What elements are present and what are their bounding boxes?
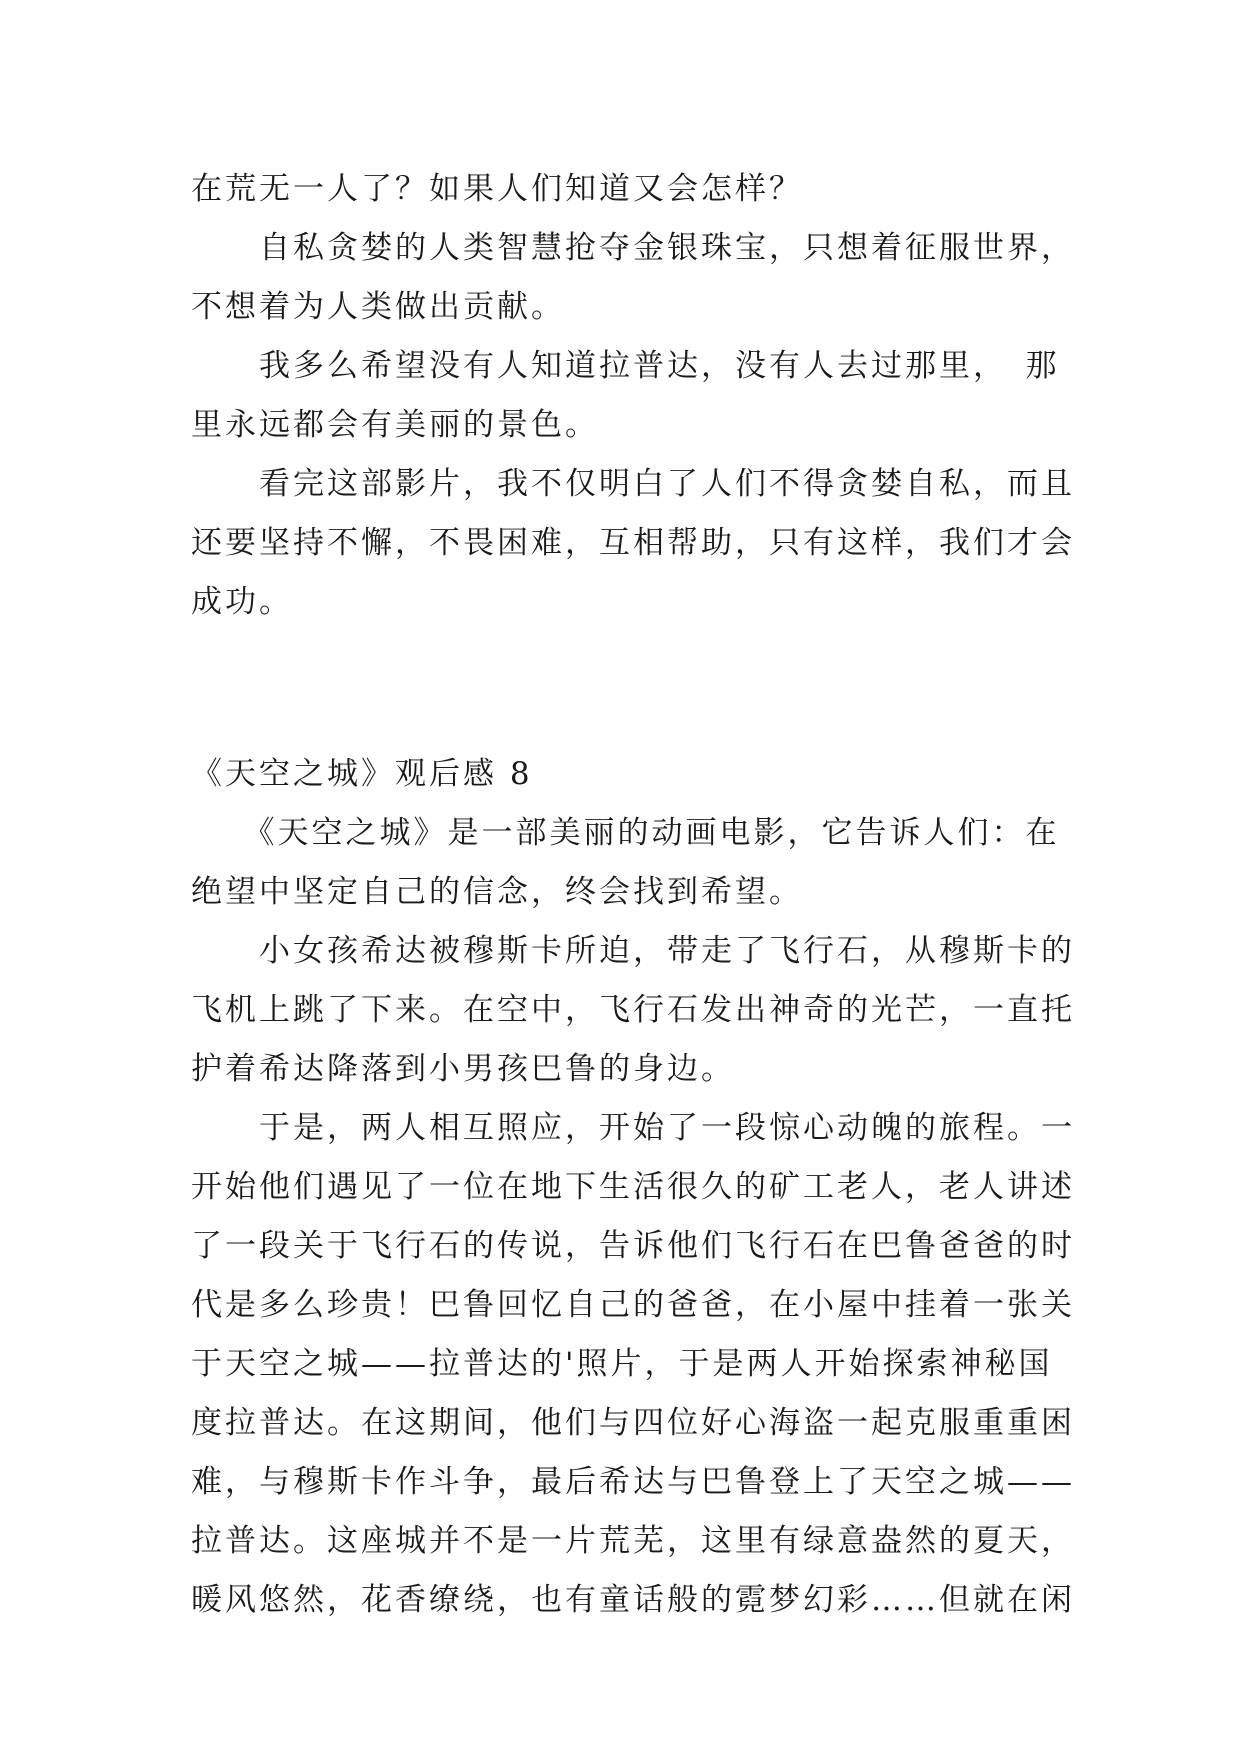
text-line: 我多么希望没有人知道拉普达，没有人去过那里， 那 (191, 348, 1060, 384)
text-line: 绝望中坚定自己的信念，终会找到希望。 (191, 874, 803, 910)
section-title: 《天空之城》观后感 8 (191, 756, 533, 792)
text-line: 暖风悠然，花香缭绕，也有童话般的霓梦幻彩……但就在闲 (191, 1582, 1075, 1618)
section-gap (191, 632, 1061, 745)
text-line: 不想着为人类做出贡献。 (191, 289, 565, 325)
text-line: 度拉普达。在这期间，他们与四位好心海盗一起克服重重困 (191, 1405, 1075, 1441)
text-line: 难，与穆斯卡作斗争，最后希达与巴鲁登上了天空之城—— (191, 1464, 1075, 1500)
text-line: 于是，两人相互照应，开始了一段惊心动魄的旅程。一 (191, 1110, 1075, 1146)
text-line: 里永远都会有美丽的景色。 (191, 407, 599, 443)
text-line: 自私贪婪的人类智慧抢夺金银珠宝，只想着征服世界， (191, 230, 1075, 266)
text-line: 护着希达降落到小男孩巴鲁的身边。 (191, 1051, 735, 1087)
document-page (191, 160, 1075, 1630)
text-line: 开始他们遇见了一位在地下生活很久的矿工老人，老人讲述 (191, 1169, 1075, 1205)
section-1 (191, 160, 1075, 632)
text-line: 了一段关于飞行石的传说，告诉他们飞行石在巴鲁爸爸的时 (191, 1228, 1075, 1264)
text-line: 拉普达。这座城并不是一片荒芜，这里有绿意盎然的夏天， (191, 1523, 1075, 1559)
text-line: 还要坚持不懈，不畏困难，互相帮助，只有这样，我们才会 (191, 525, 1075, 561)
text-line: 代是多么珍贵！巴鲁回忆自己的爸爸，在小屋中挂着一张关 (191, 1287, 1075, 1323)
section-2 (191, 745, 1075, 1630)
text-line: 看完这部影片，我不仅明白了人们不得贪婪自私，而且 (191, 466, 1075, 502)
text-line: 于天空之城——拉普达的'照片，于是两人开始探索神秘国 (191, 1346, 1053, 1382)
text-line: 成功。 (191, 584, 293, 620)
text-line: 在荒无一人了？如果人们知道又会怎样？ (191, 171, 803, 207)
text-line: 《天空之城》是一部美丽的动画电影，它告诉人们：在 (191, 815, 1060, 851)
text-line: 小女孩希达被穆斯卡所迫，带走了飞行石，从穆斯卡的 (191, 933, 1075, 969)
text-line: 飞机上跳了下来。在空中，飞行石发出神奇的光芒，一直托 (191, 992, 1075, 1028)
